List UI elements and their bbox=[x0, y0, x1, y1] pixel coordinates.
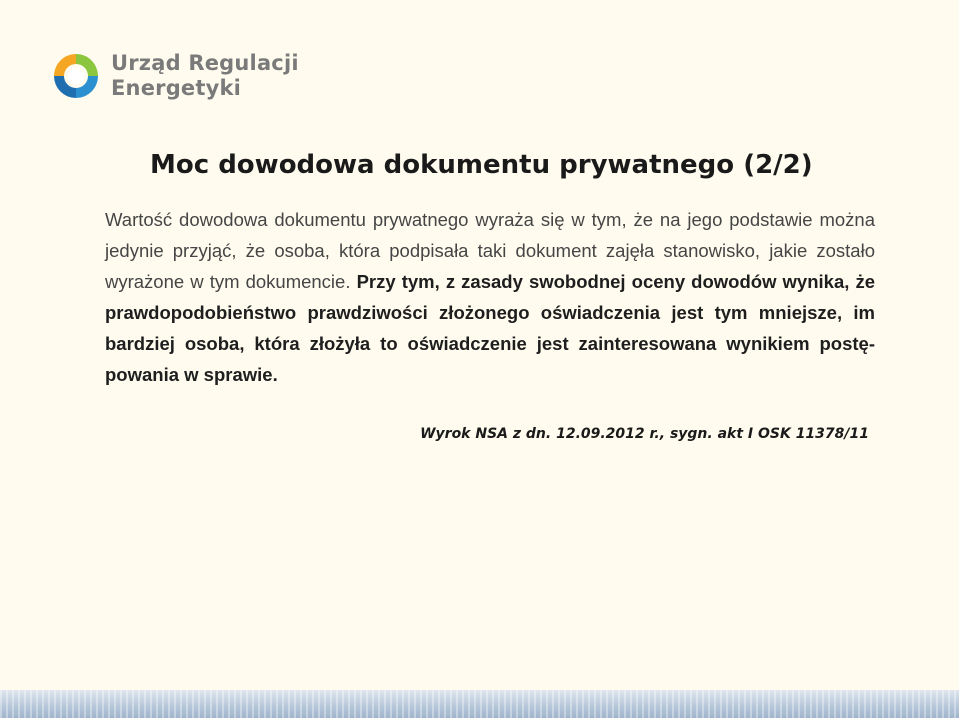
ure-logo bbox=[50, 50, 299, 102]
citation: Wyrok NSA z dn. 12.09.2012 r., sygn. akt I OSK 11378/11 bbox=[420, 426, 869, 442]
slide-body bbox=[105, 204, 875, 390]
slide-title: Moc dowodowa dokumentu prywatnego (2/2) bbox=[150, 150, 813, 180]
body-normal-text: Wartość dowodowa dokumentu prywatnego wyraża się w tym, że na jego podstawie można jedynie przyjąć, że osoba, która podpisała taki dokument zajęła stanowisko, jakie zostało wyrażone w tym dokumencie. bbox=[105, 209, 875, 292]
body-bold-text: Przy tym, z zasady swobodnej oceny dowodów wynika, że prawdopodobieństwo prawdziwości złożonego oświadczenia jest tym mniejsze, im bardziej osoba, która złożyła to oświadczenie jest zainteresowana wynikiem postępowania w sprawie. bbox=[105, 271, 875, 385]
ure-logo-icon bbox=[50, 50, 102, 102]
logo-wordmark bbox=[111, 51, 299, 101]
logo-line-2: Energetyki bbox=[111, 76, 242, 100]
footer-bar bbox=[0, 690, 959, 718]
logo-line-1: Urząd Regulacji bbox=[111, 51, 299, 75]
